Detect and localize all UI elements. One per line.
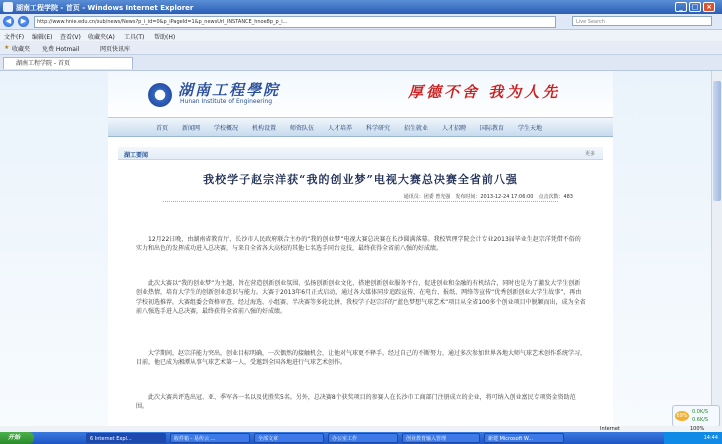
menu-file[interactable]: 文件(F) [4,34,25,41]
net-percent: 69% [676,413,688,419]
forward-arrow-icon[interactable]: ▶ [18,16,29,27]
zoom-level[interactable]: 100% [690,426,705,432]
nav-faculty[interactable]: 师资队伍 [290,125,315,132]
slogan: 厚德不舍 我为人先 [408,83,561,101]
star-icon[interactable]: ★ [4,44,10,51]
task-mail[interactable]: 收件箱 - 易传云 ... [170,433,250,443]
nav-recruit[interactable]: 人才招聘 [442,125,467,132]
task-word[interactable]: 新建 Microsoft W... [484,433,564,443]
nav-departments[interactable]: 机构设置 [252,125,277,132]
back-arrow-icon[interactable]: ◀ [3,16,14,27]
nav-admission[interactable]: 招生就业 [404,125,429,132]
scroll-thumb[interactable] [713,81,721,201]
section-title: 湖工要闻 [124,152,149,159]
favorites-bar [0,41,722,55]
logo-title: 湖南工程學院 [178,81,281,99]
task-office[interactable]: 办公室工作 [328,433,398,443]
menu-bar [0,30,722,41]
nav-home[interactable]: 首页 [156,125,169,132]
menu-help[interactable]: 帮助(H) [154,34,176,41]
paragraph: 此次大赛以“我的创业梦”为主题，旨在营造创新创业氛围、弘扬创新创业文化、搭建创新创业服务平台，促进创业和金融的有机结合，同时也是为了激发大学生创新创业热情，培育大学生的创新创业意识与能力。大赛于2013年6月正式启动，通过各大媒体同步追踪宣传，在电台、报纸、网络等宣传“优秀创新创业大学生故事”，再由学校初选推荐，大赛组委会资格审查，经过海选、小组赛、半决赛等多轮比拼，我校学子赵宗洋的“蓝色梦想气球艺术”项目从全省100多个创业项目中脱颖而出，成为全省前八强选手进入总决赛，最终获得全省前八强的好成绩。 [136,280,586,316]
article-meta: 通讯员：团委 曾光强 发布时间：2013-12-24 17:06:00 点击次数：483 [403,194,573,200]
task-entrepreneur[interactable]: 创业教育输入管理 [402,433,480,443]
divider [163,201,558,202]
start-button[interactable]: 开始 [0,432,34,444]
system-tray [664,432,722,444]
address-toolbar [0,14,722,30]
taskbar [0,432,722,444]
fav-item-hotmail[interactable]: 免费 Hotmail [42,46,80,53]
paragraph: 大学期间，赵宗洋能力突出，创业目标明确，一次偶然的接触机会，让他对气球更不释手。经过自己的不断努力，通过多次参加世界各地大师气球艺术创作系统学习，目前，他已成为湘潭从事气球艺术第一人，受邀到全国各地进行气球艺术创作。 [136,350,587,367]
favorites-button[interactable]: 收藏夹 [12,46,31,53]
site-header [108,71,613,119]
maximize-button[interactable]: □ [689,2,701,12]
address-bar[interactable] [34,16,556,28]
tab-home[interactable]: 湖南工程学院 - 首页 [3,57,133,69]
logo-subtitle: Hunan Institute of Engineering [180,98,273,105]
site-nav [108,117,613,137]
nav-overview[interactable]: 学校概况 [214,125,239,132]
network-meter [672,405,720,427]
paragraph: 12月22日晚，由湖南省教育厅、长沙市人民政府联合主办的“我的创业梦”电视大赛总决赛在长沙圆满落幕。我校管理学院会计专业2013届毕业生赵宗洋凭借不俗的实力和出色的发挥成功进入总决赛，与来自全省各大高校的其他七名选手同台竞技，最终获得全省前八强的好成绩。 [136,236,581,253]
nav-research[interactable]: 科学研究 [366,125,391,132]
menu-tools[interactable]: 工具(T) [124,34,145,41]
vertical-scrollbar[interactable] [711,71,722,426]
nav-international[interactable]: 国际教育 [480,125,505,132]
minimize-button[interactable]: _ [675,2,687,12]
section-header [118,147,603,160]
search-input[interactable]: Live Search [572,16,712,26]
task-ie[interactable]: 6 Internet Expl... [86,433,166,443]
nav-news[interactable]: 新闻网 [182,125,201,132]
fav-item-webslice[interactable]: 网页快讯库 [100,46,131,53]
article-title: 我校学子赵宗洋获“我的创业梦”电视大赛总决赛全省前八强 [203,173,518,186]
close-button[interactable]: × [703,2,715,12]
zone-label: Internet [600,426,620,432]
tab-bar [0,55,722,71]
window-title: 湖南工程学院 - 首页 - Windows Internet Explorer [16,4,194,12]
more-link[interactable]: 更多 [584,151,595,157]
web-page [0,71,722,426]
clock: 14:44 [703,435,718,441]
task-articles[interactable]: 全部文章 [254,433,324,443]
ie-icon [3,2,13,12]
nav-education[interactable]: 人才培养 [328,125,353,132]
menu-favorites[interactable]: 收藏夹(A) [88,34,115,41]
menu-view[interactable]: 查看(V) [60,34,81,41]
article-container [108,137,613,426]
nav-students[interactable]: 学生天地 [518,125,543,132]
paragraph: 此次大赛共评选出冠、亚、季军各一名以及优胜奖5名。另外，总决赛8个获奖项目的参赛人在长沙市工商部门注册成立的企业，将可纳入创业富民专项资金资助范围。 [136,394,576,411]
url-text: http://www.hnie.edu.cn/sub/news/News?p_i_id=0&p_iPageId=1&p_newsUrl_INSTANCE_hnoe8p_p_i... [37,19,288,25]
menu-edit[interactable]: 编辑(E) [32,34,53,41]
net-upload: 0.0K/S [692,409,709,415]
net-download: 0.6K/S [692,417,709,423]
window-title-bar [0,0,722,14]
school-logo-icon [148,83,172,107]
